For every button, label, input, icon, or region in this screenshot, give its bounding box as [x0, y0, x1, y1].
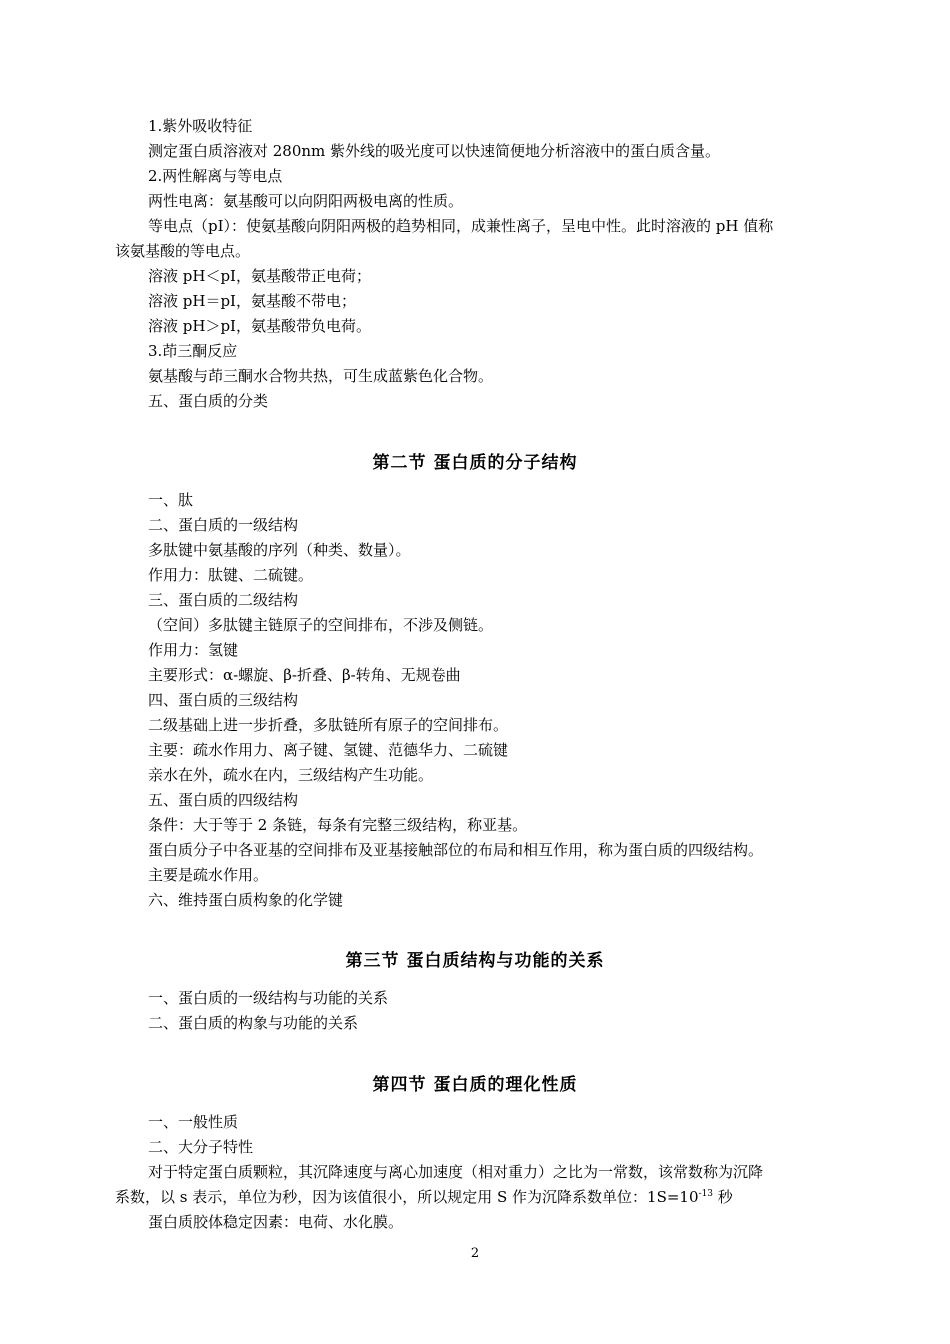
page-number: 2: [470, 1246, 480, 1261]
paragraph-quaternary-condition: 条件：大于等于 2 条链，每条有完整三级结构，称亚基。: [148, 816, 528, 834]
subheading-tertiary-structure: 四、蛋白质的三级结构: [148, 691, 299, 709]
subheading-conformation-function: 二、蛋白质的构象与功能的关系: [148, 1014, 359, 1032]
paragraph-colloid-stability: 蛋白质胶体稳定因素：电荷、水化膜。: [148, 1213, 404, 1231]
paragraph-secondary-forces: 作用力：氢键: [148, 641, 239, 659]
section-heading-molecular-structure: 第二节 蛋白质的分子结构: [372, 453, 578, 473]
subheading-quaternary-structure: 五、蛋白质的四级结构: [148, 791, 299, 809]
subheading-secondary-structure: 三、蛋白质的二级结构: [148, 591, 299, 609]
paragraph-primary-forces: 作用力：肽键、二硫键。: [148, 566, 314, 584]
paragraph-isoelectric-point: 等电点（pI）：使氨基酸向阴阳两极的趋势相同，成兼性离子，呈电中性。此时溶液的 pH 值称: [148, 217, 774, 235]
paragraph-ph-equal: 溶液 pH＝pI，氨基酸不带电；: [148, 292, 356, 310]
paragraph-quaternary-forces: 主要是疏水作用。: [148, 866, 269, 884]
paragraph-tertiary-structure: 二级基础上进一步折叠，多肽链所有原子的空间排布。: [148, 716, 509, 734]
paragraph-sedimentation: 对于特定蛋白质颗粒，其沉降速度与离心加速度（相对重力）之比为一常数，该常数称为沉降: [148, 1163, 764, 1181]
subheading-conformation-bonds: 六、维持蛋白质构象的化学键: [148, 891, 344, 909]
section-heading-structure-function: 第三节 蛋白质结构与功能的关系: [345, 951, 605, 971]
paragraph-ph-less: 溶液 pH＜pI，氨基酸带正电荷；: [148, 267, 371, 285]
paragraph-secondary-structure: （空间）多肽键主链原子的空间排布，不涉及侧链。: [148, 616, 494, 634]
subheading-protein-classification: 五、蛋白质的分类: [148, 392, 269, 410]
subheading-primary-structure: 二、蛋白质的一级结构: [148, 516, 299, 534]
paragraph-primary-structure: 多肽键中氨基酸的序列（种类、数量）。: [148, 541, 411, 559]
paragraph-tertiary-forces: 主要：疏水作用力、离子键、氢键、范德华力、二硫键: [148, 741, 509, 759]
paragraph-isoelectric-point-cont: 该氨基酸的等电点。: [115, 242, 251, 260]
subheading-macromolecular: 二、大分子特性: [148, 1138, 254, 1156]
sedimentation-unit: 秒: [713, 1188, 733, 1206]
paragraph-uv-absorbance: 测定蛋白质溶液对 280nm 紫外线的吸光度可以快速简便地分析溶液中的蛋白质含量。: [148, 142, 721, 160]
subheading-uv-absorption: 1.紫外吸收特征: [148, 117, 253, 135]
subheading-primary-function: 一、蛋白质的一级结构与功能的关系: [148, 989, 389, 1007]
section-heading-physicochemical: 第四节 蛋白质的理化性质: [372, 1075, 578, 1095]
paragraph-sedimentation-cont: [115, 1188, 733, 1206]
paragraph-quaternary-definition: 蛋白质分子中各亚基的空间排布及亚基接触部位的布局和相互作用，称为蛋白质的四级结构。: [148, 841, 764, 859]
subheading-amphoteric: 2.两性解离与等电点: [148, 167, 283, 185]
subheading-peptide: 一、肽: [148, 491, 194, 509]
paragraph-amphoteric-ionization: 两性电离：氨基酸可以向阴阳两极电离的性质。: [148, 192, 464, 210]
paragraph-tertiary-function: 亲水在外，疏水在内，三级结构产生功能。: [148, 766, 434, 784]
subheading-general-properties: 一、一般性质: [148, 1113, 239, 1131]
sedimentation-text: 系数，以 s 表示，单位为秒，因为该值很小，所以规定用 S 作为沉降系数单位：1S=10: [115, 1188, 699, 1206]
paragraph-ph-greater: 溶液 pH＞pI，氨基酸带负电荷。: [148, 317, 371, 335]
sedimentation-exponent: -13: [698, 1189, 714, 1199]
paragraph-secondary-forms: 主要形式：α-螺旋、β-折叠、β-转角、无规卷曲: [148, 666, 461, 684]
paragraph-ninhydrin: 氨基酸与茚三酮水合物共热，可生成蓝紫色化合物。: [148, 367, 494, 385]
subheading-ninhydrin: 3.茚三酮反应: [148, 342, 238, 360]
